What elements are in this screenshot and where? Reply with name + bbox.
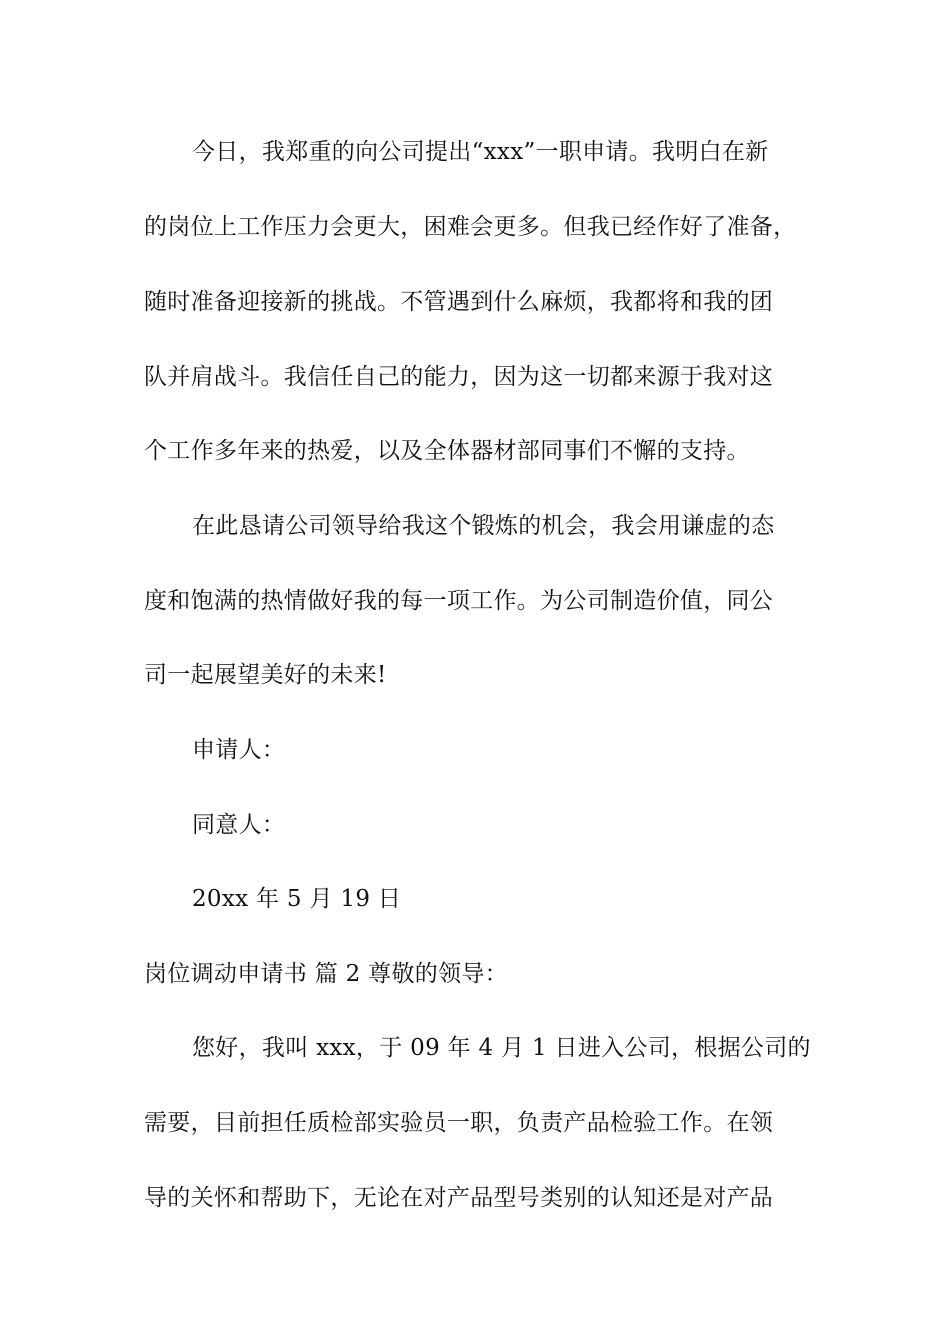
text-line-7: 度和饱满的热情做好我的每一项工作。为公司制造价值，同公 [144, 588, 774, 614]
text-line-13: 您好，我叫 xxx，于 09 年 4 月 1 日进入公司，根据公司的 [192, 1035, 811, 1061]
text-line-8: 司一起展望美好的未来! [144, 662, 387, 688]
text-line-14: 需要，目前担任质检部实验员一职，负责产品检验工作。在领 [144, 1110, 774, 1136]
text-line-1: 今日，我郑重的向公司提出“xxx”一职申请。我明白在新 [192, 139, 769, 165]
text-line-4: 队并肩战斗。我信任自己的能力，因为这一切都来源于我对这 [144, 364, 774, 390]
approver-line: 同意人： [192, 812, 286, 838]
applicant-line: 申请人： [192, 737, 286, 763]
date-line: 20xx 年 5 月 19 日 [192, 886, 402, 912]
text-line-5: 个工作多年来的热爱，以及全体器材部同事们不懈的支持。 [144, 438, 750, 464]
text-line-15: 导的关怀和帮助下，无论在对产品型号类别的认知还是对产品 [144, 1185, 774, 1211]
section-heading: 岗位调动申请书 篇 2 尊敬的领导： [144, 961, 508, 987]
text-line-3: 随时准备迎接新的挑战。不管遇到什么麻烦，我都将和我的团 [144, 289, 774, 315]
text-line-2: 的岗位上工作压力会更大，困难会更多。但我已经作好了准备， [144, 214, 797, 240]
text-line-6: 在此恳请公司领导给我这个锻炼的机会，我会用谦虚的态 [192, 513, 775, 539]
